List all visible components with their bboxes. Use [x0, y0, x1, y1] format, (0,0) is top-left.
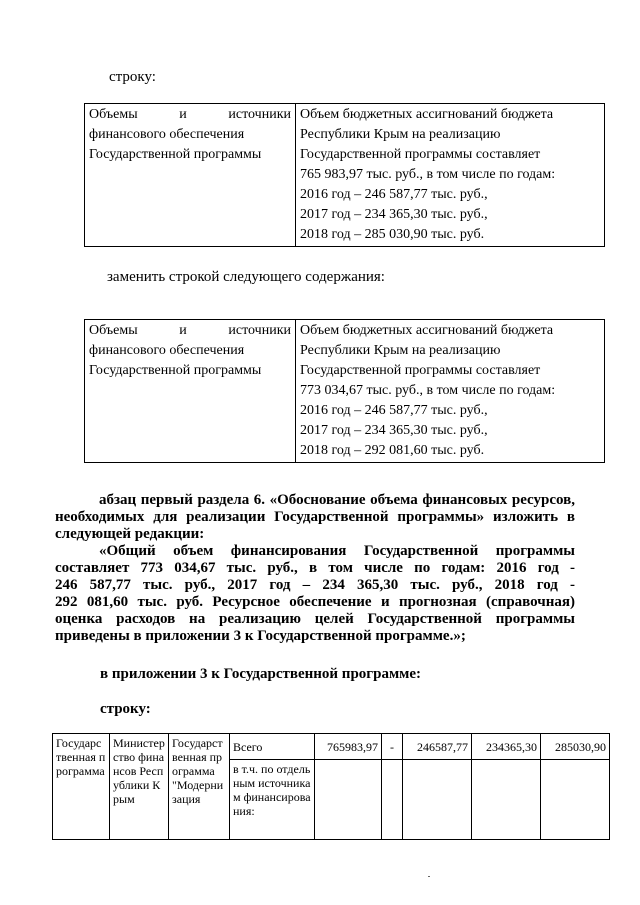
- table-new-left-line: Государственной программы: [89, 363, 262, 378]
- paragraph-line: оценка расходов на реализацию целей Государственной программы: [55, 611, 575, 627]
- table-old-right-line: Республики Крым на реализацию: [300, 127, 501, 142]
- paragraph-line: абзац первый раздела 6. «Обоснование объема финансовых ресурсов,: [99, 492, 575, 508]
- sources-label-cell: в т.ч. по отдельным источникам финансирования:: [230, 760, 315, 840]
- paragraph-line: следующей редакции:: [55, 526, 205, 542]
- paragraph-line: приведены в приложении 3 к Государственной программе.»;: [55, 628, 466, 644]
- table-new-right-line: 2018 год – 292 081,60 тыс. руб.: [300, 443, 485, 458]
- amount-2018-cell: 285030,90: [541, 734, 610, 760]
- intro-label: строку:: [109, 69, 156, 85]
- dash-cell: -: [382, 734, 403, 760]
- appendix-table: [52, 733, 610, 840]
- paragraph-line: «Общий объем финансирования Государственной программы: [99, 543, 575, 559]
- empty-cell: [382, 760, 403, 840]
- empty-cell: [315, 760, 382, 840]
- table-new-right-line: 773 034,67 тыс. руб., в том числе по годам:: [300, 383, 556, 398]
- total-label-cell: Всего: [230, 734, 315, 760]
- table-old-right-line: 2016 год – 246 587,77 тыс. руб.,: [300, 187, 488, 202]
- table-new-right-line: 2017 год – 234 365,30 тыс. руб.,: [300, 423, 488, 438]
- row-label: строку:: [100, 701, 151, 717]
- table-new-right-line: 2016 год – 246 587,77 тыс. руб.,: [300, 403, 488, 418]
- total-amount-cell: 765983,97: [315, 734, 382, 760]
- table-new: [84, 319, 605, 463]
- table-old-right-line: 765 983,97 тыс. руб., в том числе по годам:: [300, 167, 556, 182]
- table-old-right-line: Государственной программы составляет: [300, 147, 541, 162]
- table-old: [84, 103, 605, 247]
- table-old-left-line: финансового обеспечения: [89, 127, 245, 142]
- amount-2017-cell: 234365,30: [472, 734, 541, 760]
- empty-cell: [472, 760, 541, 840]
- program-cell: Государственная программа: [53, 734, 110, 840]
- table-new-left-cell: [85, 320, 296, 463]
- table-old-left-line: Государственной программы: [89, 147, 262, 162]
- replace-label: заменить строкой следующего содержания:: [107, 269, 385, 285]
- amount-2016-cell: 246587,77: [403, 734, 472, 760]
- table-old-right-line: Объем бюджетных ассигнований бюджета: [300, 107, 554, 122]
- table-new-left-line: Объемы и источники: [89, 323, 291, 338]
- amendment-paragraph: [55, 492, 575, 645]
- table-new-right-cell: [296, 320, 605, 463]
- table-new-right-line: Объем бюджетных ассигнований бюджета: [300, 323, 554, 338]
- empty-cell: [541, 760, 610, 840]
- paragraph-line: 246 587,77 тыс. руб., 2017 год – 234 365,30 тыс. руб., 2018 год -: [55, 577, 575, 593]
- table-old-left-cell: [85, 104, 296, 247]
- ministry-cell: Министерство финансов Республики Крым: [110, 734, 169, 840]
- paragraph-line: необходимых для реализации Государственной программы» изложить в: [55, 509, 575, 525]
- table-old-right-line: 2017 год – 234 365,30 тыс. руб.,: [300, 207, 488, 222]
- table-new-left-line: финансового обеспечения: [89, 343, 245, 358]
- paragraph-line: составляет 773 034,67 тыс. руб., в том числе по годам: 2016 год -: [55, 560, 575, 576]
- program-name-cell: Государственная программа "Модернизация: [169, 734, 230, 840]
- table-old-right-line: 2018 год – 285 030,90 тыс. руб.: [300, 227, 485, 242]
- empty-cell: [403, 760, 472, 840]
- scan-speck: [428, 876, 430, 877]
- table-old-left-line: Объемы и источники: [89, 107, 291, 122]
- appendix-label: в приложении 3 к Государственной программе:: [100, 666, 422, 682]
- table-new-right-line: Республики Крым на реализацию: [300, 343, 501, 358]
- table-new-right-line: Государственной программы составляет: [300, 363, 541, 378]
- paragraph-line: 292 081,60 тыс. руб. Ресурсное обеспечение и прогнозная (справочная): [55, 594, 575, 610]
- table-old-right-cell: [296, 104, 605, 247]
